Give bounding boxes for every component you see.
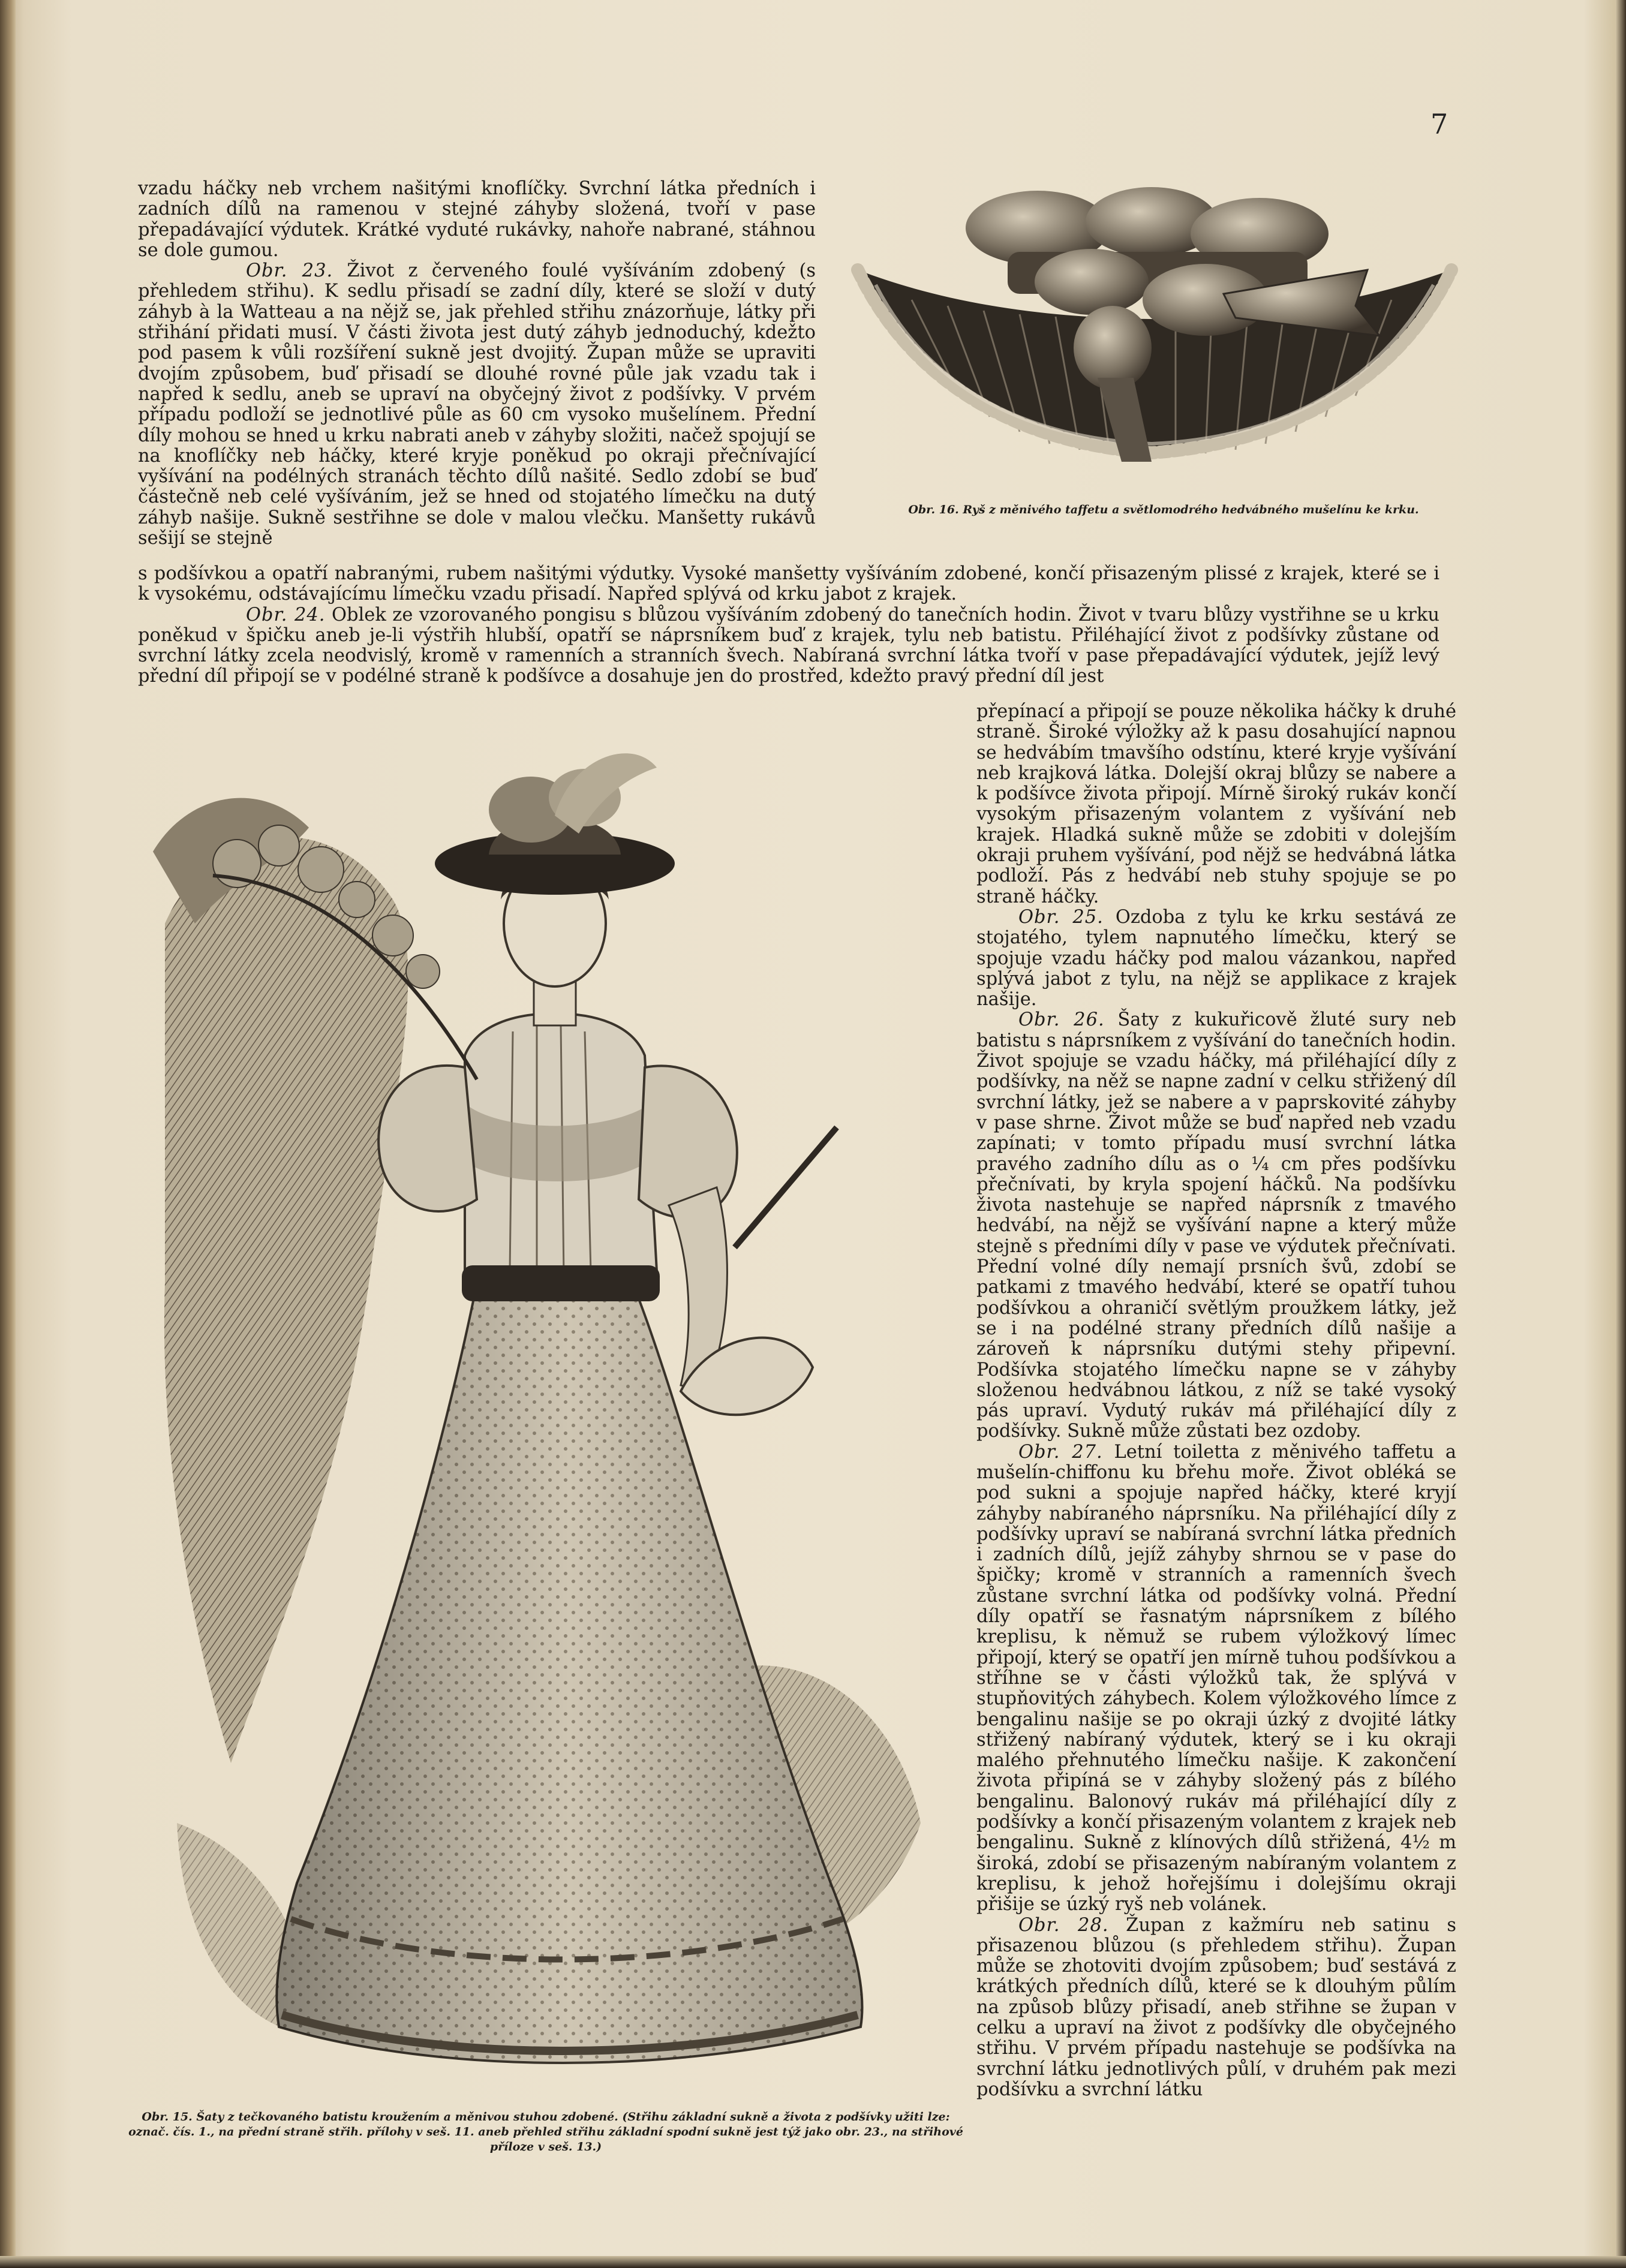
- obr23-continuation: s podšívkou a opatří nabranými, rubem našitými výdutky. Vysoké manšetty vyšíváním zdobené, končí přisazeným plissé z krajek, které se i k vysokému, odstávajícímu límečku vzadu přisadí. Napřed splývá od krku jabot z krajek.: [138, 563, 1439, 605]
- page-bottom-edge: [0, 2256, 1626, 2268]
- obr25-paragraph: Obr. 25. Ozdoba z tylu ke krku sestává ze stojatého, tylem napnutého límečku, který se spojuje vzadu háčky pod malou vázankou, napřed splývá jabot z tylu, na nějž se applikace z krajek našije.: [976, 906, 1456, 1010]
- figure-15-caption: Obr. 15. Šaty z tečkovaného batistu kroužením a měnivou stuhou zdobené. (Střihu základní sukně a života z podšívky užiti lze: označ. čís. 1., na přední straně střih. přílohy v seš. 11. aneb přehled střihu základní spodní sukně jest týž jako obr. 23., na střihové příloze v seš. 13.): [128, 2110, 963, 2153]
- obr23-paragraph: Obr. 23. Život z červeného foulé vyšíváním zdobený (s přehledem střihu). K sedlu přisadí se zadní díly, které se složí v dutý záhyb à la Watteau a na nějž se, jak přehled střihu znázorňuje, látky při střihání přidati musí. V části života jest dutý záhyb jednoduchý, kdežto pod pasem k vůli rozšíření sukně jest dvojitý. Župan může se upraviti dvojím způsobem, buď přisadí se dlouhé rovné půle jak vzadu tak i napřed k sedlu, aneb se upraví na obyčejný život z podšívky. V prvém případu podloží se jednotlivé půle as 60 cm vysoko mušelínem. Přední díly mohou se hned u krku nabrati aneb v záhyby složiti, načež spojují se na knoflíčky neb háčky, které kryje poněkud po okraji přečnívající vyšívání na podélných stranách těchto dílů našité. Sedlo zdobí se buď částečně neb celé vyšíváním, jež se hned od stojatého límečku na dutý záhyb našije. Sukně sestřihne se dole v malou vlečku. Manšetty rukávů sešijí se stejně: [138, 260, 816, 549]
- obr24-paragraph: Obr. 24. Oblek ze vzorovaného pongisu s blůzou vyšíváním zdobený do tanečních hodin. Život v tvaru blůzy vystřihne se u krku poněkud v špičku aneb je-li výstřih hlubší, opatří se náprsníkem buď z krajek, tylu neb batistu. Přiléhající život z podšívky zůstane od svrchní látky zcela neodvislý, kromě v ramenních a stranních švech. Nabíraná svrchní látka tvoří v pase přepadávající výdutek, jejíž levý přední díl připojí se v podélné straně k podšívce a dosahuje jen do prostřed, kdežto pravý přední díl jest: [138, 604, 1439, 687]
- figure-16-caption: Obr. 16. Ryš z měnivého taffetu a světlomodrého hedvábného mušelínu ke krku.: [908, 503, 1419, 516]
- obr26-heading: Obr. 26.: [1018, 1009, 1105, 1031]
- intro-paragraph: vzadu háčky neb vrchem našitými knoflíčky. Svrchní látka předních i zadních dílů na ramenou v stejné záhyby složená, tvoří v pase přepadávající výdutek. Krátké vyduté rukávky, nahoře nabrané, stáhnou se dole gumou.: [138, 178, 816, 261]
- obr28-paragraph: Obr. 28. Župan z kažmíru neb satinu s přisazenou blůzou (s přehledem střihu). Župan může se zhotoviti dvojím způsobem; buď sestává z krátkých předních dílů, které se k dlouhým půlím na způsob blůzy přisadí, aneb střihne se župan v celku a upraví na život z podšívky dle obyčejného střihu. V prvém případu nastehuje se podšívka na svrchní látku jednotlivých půlí, v druhém pak mezi podšívku a svrchní látku: [976, 1914, 1456, 2100]
- page-edge: [1615, 0, 1626, 2268]
- obr25-heading: Obr. 25.: [1018, 906, 1104, 928]
- page-number: 7: [1430, 108, 1448, 140]
- obr23-heading: Obr. 23.: [246, 260, 333, 282]
- text-column-right: [976, 702, 1456, 2100]
- obr26-paragraph: Obr. 26. Šaty z kukuřicově žluté sury neb batistu s náprsníkem z vyšívání do tanečních hodin. Život spojuje se vzadu háčky, má přiléhající díly z podšívky, na něž se napne zadní v celku střižený díl svrchní látky, jež se nabere a v paprskovité záhyby v pase shrne. Život může se buď napřed neb vzadu zapínati; v tomto případu musí svrchní látka pravého zadního dílu as o ¼ cm přes podšívku přečnívati, by kryla spojení háčků. Na podšívku života nastehuje se napřed náprsník z tmavého hedvábí, na nějž se vyšívání napne a který může stejně s předními díly v pase ve výdutek přečnívati. Přední volné díly nemají prsních švů, zdobí se patkami z tmavého hedvábí, které se opatří tuhou podšívkou a ohraničí světlým proužkem látky, jež se i na podélné strany předních dílů našije a zároveň k náprsníku dutými stehy připevní. Podšívka stojatého límečku napne se v záhyby složenou hedvábnou látkou, z níž se také vysoký pás upraví. Vydutý rukáv má přiléhající díly z podšívky. Sukně může zůstati bez ozdoby.: [976, 1009, 1456, 1442]
- obr27-paragraph: Obr. 27. Letní toiletta z měnivého taffetu a mušelín-chiffonu ku břehu moře. Život obléká se pod sukni a spojuje napřed háčky, které kryjí záhyby nabíraného náprsníku. Na přiléhající díly z podšívky upraví se nabíraná svrchní látka předních i zadních dílů, jejíž záhyby shrnou se v pase do špičky; kromě v stranních a ramenních švech zůstane svrchní látka od podšívky volná. Přední díly opatří se řasnatým náprsníkem z bílého kreplisu, k němuž se rubem výložkový límec připojí, který se opatří jen mírně tuhou podšívkou a stříhne se v části výložků tak, že splývá v stupňovitých záhybech. Kolem výložkového límce z bengalinu našije se po okraji úzký z dvojité látky střižený nabíraný výdutek, který se i ku okraji malého přehnutého límečku našije. K zakončení života připíná se v záhyby složený pás z bílého bengalinu. Balonový rukáv má přiléhající díly z podšívky a končí přisazeným volantem z krajek neb bengalinu. Sukně z klínových dílů střižená, 4½ m široká, zdobí se přisazeným nabíraným volantem z kreplisu, k jehož hořejšímu i dolejšímu okraji přišije se úzký ryš neb volánek.: [976, 1441, 1457, 1915]
- obr24-heading: Obr. 24.: [246, 604, 326, 625]
- obr28-heading: Obr. 28.: [1018, 1914, 1109, 1936]
- obr24-continuation: přepínací a připojí se pouze několika háčky k druhé straně. Široké výložky až k pasu dosahující napnou se hedvábím tmavšího odstínu, které kryje vyšívání neb krajková látka. Dolejší okraj blůzy se nabere a k podšívce života připojí. Mírně široký rukáv končí vysokým přisazeným volantem z vyšívání neb krajek. Hladká sukně může se zdobiti v dolejším okraji pruhem vyšívání, pod nějž se hedvábná látka podloží. Pás z hedvábí neb stuhy spojuje se po straně háčky.: [976, 701, 1456, 907]
- ruffle-collar-illustration: [840, 180, 1469, 492]
- text-fullwidth-middle: [138, 564, 1439, 687]
- obr27-heading: Obr. 27.: [1018, 1441, 1103, 1463]
- lady-dress-illustration: [141, 744, 957, 2093]
- page-gutter: [0, 0, 16, 2268]
- text-column-top-left: [138, 179, 816, 549]
